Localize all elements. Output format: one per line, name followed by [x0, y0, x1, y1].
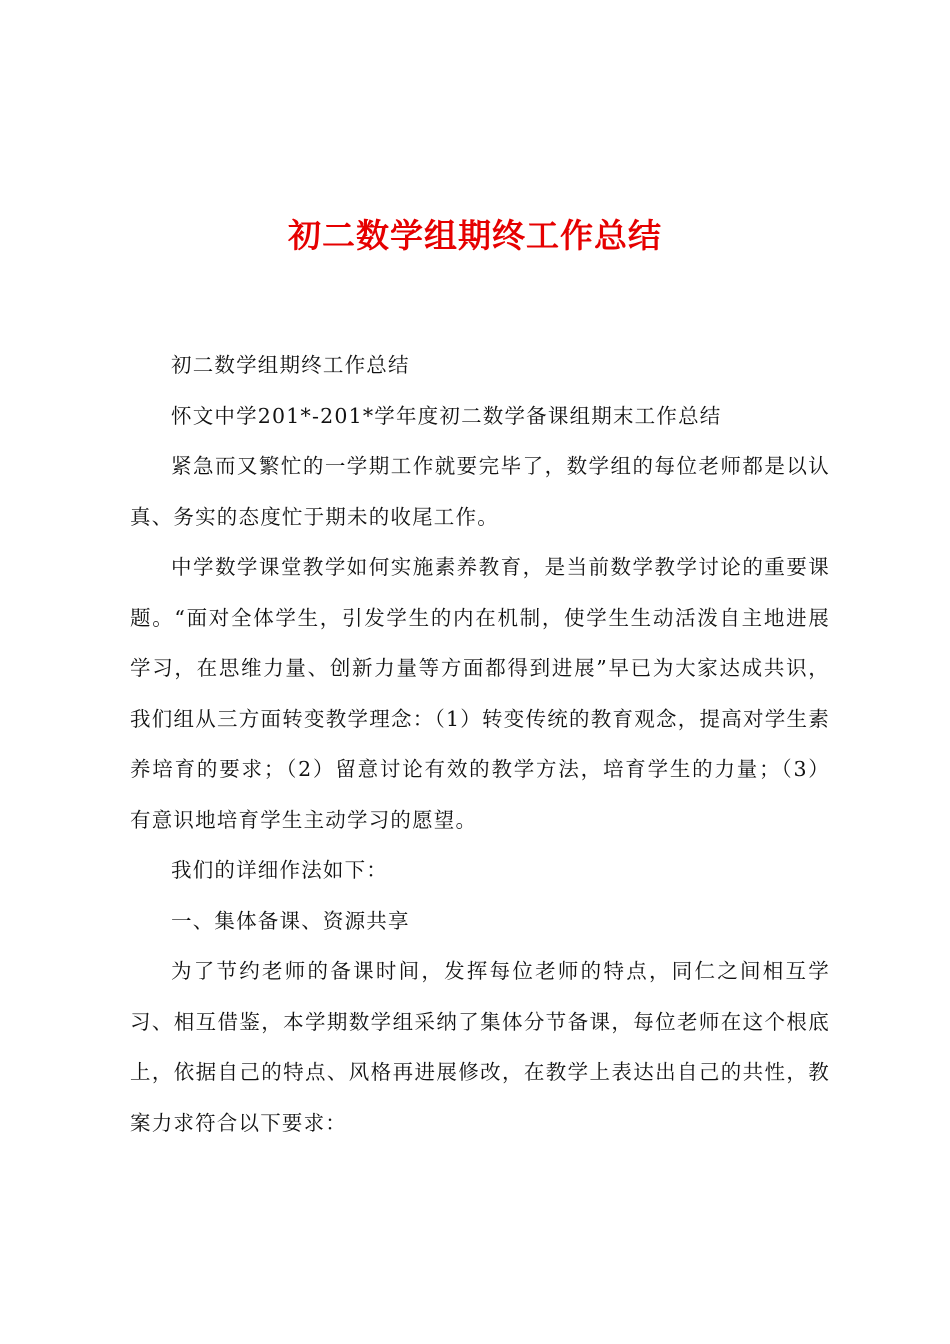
paragraph-intro: 紧急而又繁忙的一学期工作就要完毕了，数学组的每位老师都是以认真、务实的态度忙于期未的收尾工作。: [130, 454, 830, 529]
paragraph-collective-prep: 为了节约老师的备课时间，发挥每位老师的特点，同仁之间相互学习、相互借鉴，本学期数学组采纳了集体分节备课，每位老师在这个根底上，依据自己的特点、风格再进展修改，在教学上表达出自己的共性，教案力求符合以下要求：: [130, 959, 830, 1135]
paragraph-teaching-concepts: 中学数学课堂教学如何实施素养教育，是当前数学教学讨论的重要课题。“面对全体学生，引发学生的内在机制，使学生生动活泼自主地进展学习，在思维力量、创新力量等方面都得到进展”早已为大家达成共识，我们组从三方面转变教学理念：（1）转变传统的教育观念，提高对学生素养培育的要求；（2）留意讨论有效的教学方法，培育学生的力量；（3）有意识地培育学生主动学习的愿望。: [130, 555, 830, 832]
paragraph-subtitle: 初二数学组期终工作总结: [171, 353, 410, 377]
paragraph-methods-lead: 我们的详细作法如下：: [171, 858, 388, 882]
section-heading-1: 一、集体备课、资源共享: [171, 908, 410, 933]
document-body: [130, 340, 830, 1148]
document-title: 初二数学组期终工作总结: [288, 216, 662, 255]
paragraph-school-heading: 怀文中学201*-201*学年度初二数学备课组期末工作总结: [171, 403, 722, 428]
